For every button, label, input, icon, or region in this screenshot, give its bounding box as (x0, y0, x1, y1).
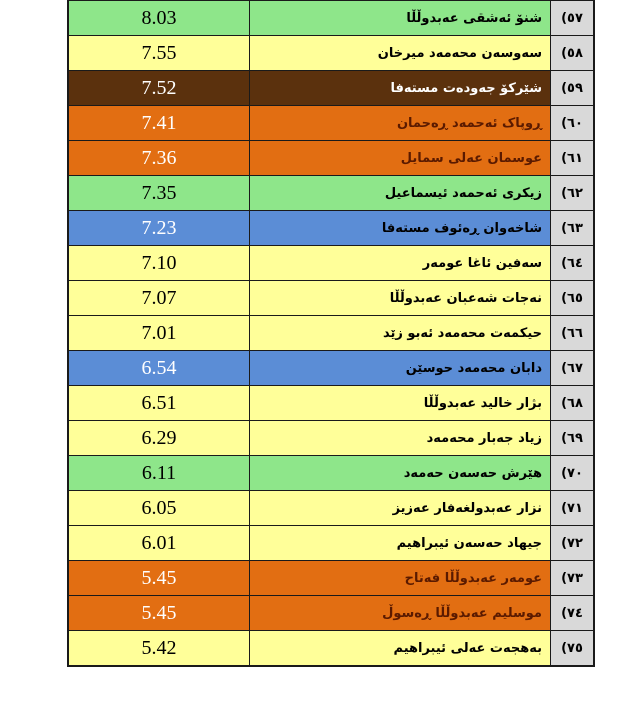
table-row (68, 561, 594, 596)
row-number-cell: ٥٨) (551, 36, 595, 71)
name-cell: عومەر عەبدوڵڵا فەتاح (250, 561, 551, 596)
score-cell: 6.54 (68, 351, 250, 386)
table-row (68, 176, 594, 211)
score-cell: 5.42 (68, 631, 250, 667)
table-row (68, 421, 594, 456)
table-row (68, 526, 594, 561)
score-cell: 6.51 (68, 386, 250, 421)
name-cell: سەوسەن محەمەد میرخان (250, 36, 551, 71)
row-number-cell: ٧٢) (551, 526, 595, 561)
row-number-cell: ٦٤) (551, 246, 595, 281)
name-cell: دابان محەمەد حوسێن (250, 351, 551, 386)
row-number-cell: ٧١) (551, 491, 595, 526)
name-cell: نزار عەبدولغەفار عەزیز (250, 491, 551, 526)
table-row (68, 211, 594, 246)
name-cell: ڕوپاک ئەحمەد ڕەحمان (250, 106, 551, 141)
score-cell: 5.45 (68, 561, 250, 596)
name-cell: شنۆ ئەشقی عەبدوڵڵا (250, 1, 551, 36)
score-cell: 7.35 (68, 176, 250, 211)
row-number-cell: ٦٠) (551, 106, 595, 141)
table-row (68, 36, 594, 71)
name-cell: نەجات شەعبان عەبدوڵڵا (250, 281, 551, 316)
table-row (68, 456, 594, 491)
row-number-cell: ٥٩) (551, 71, 595, 106)
name-cell: بژار خالید عەبدوڵڵا (250, 386, 551, 421)
name-cell: حیکمەت محەمەد ئەبو زێد (250, 316, 551, 351)
row-number-cell: ٦٩) (551, 421, 595, 456)
name-cell: بەهجەت عەلی ئیبراهیم (250, 631, 551, 667)
name-cell: سەفین ئاغا عومەر (250, 246, 551, 281)
row-number-cell: ٦٦) (551, 316, 595, 351)
score-cell: 7.41 (68, 106, 250, 141)
name-cell: جیهاد حەسەن ئیبراهیم (250, 526, 551, 561)
table-row (68, 141, 594, 176)
name-cell: شێرکۆ جەودەت مستەفا (250, 71, 551, 106)
name-cell: هێرش حەسەن حەمەد (250, 456, 551, 491)
name-cell: موسلیم عەبدوڵڵا ڕەسوڵ (250, 596, 551, 631)
name-cell: شاخەوان ڕەئوف مستەفا (250, 211, 551, 246)
score-cell: 7.01 (68, 316, 250, 351)
row-number-cell: ٥٧) (551, 1, 595, 36)
score-cell: 6.29 (68, 421, 250, 456)
row-number-cell: ٦٧) (551, 351, 595, 386)
row-number-cell: ٦٢) (551, 176, 595, 211)
table-row (68, 106, 594, 141)
score-cell: 6.01 (68, 526, 250, 561)
table-row (68, 386, 594, 421)
score-cell: 6.11 (68, 456, 250, 491)
table-row (68, 71, 594, 106)
row-number-cell: ٧٤) (551, 596, 595, 631)
table-row (68, 1, 594, 36)
row-number-cell: ٧٥) (551, 631, 595, 667)
name-cell: زیکری ئەحمەد ئیسماعیل (250, 176, 551, 211)
score-cell: 7.55 (68, 36, 250, 71)
score-cell: 7.36 (68, 141, 250, 176)
score-cell: 6.05 (68, 491, 250, 526)
table-row (68, 631, 594, 667)
row-number-cell: ٧٣) (551, 561, 595, 596)
row-number-cell: ٧٠) (551, 456, 595, 491)
name-cell: عوسمان عەلی سمایل (250, 141, 551, 176)
name-cell: زیاد جەبار محەمەد (250, 421, 551, 456)
score-cell: 7.10 (68, 246, 250, 281)
score-cell: 8.03 (68, 1, 250, 36)
row-number-cell: ٦٥) (551, 281, 595, 316)
row-number-cell: ٦٨) (551, 386, 595, 421)
results-table (67, 0, 595, 667)
table-row (68, 246, 594, 281)
table-row (68, 281, 594, 316)
row-number-cell: ٦١) (551, 141, 595, 176)
score-cell: 7.23 (68, 211, 250, 246)
table-row (68, 491, 594, 526)
row-number-cell: ٦٣) (551, 211, 595, 246)
score-cell: 7.07 (68, 281, 250, 316)
score-cell: 7.52 (68, 71, 250, 106)
table-row (68, 316, 594, 351)
results-table-body (68, 1, 594, 667)
score-cell: 5.45 (68, 596, 250, 631)
table-row (68, 351, 594, 386)
table-row (68, 596, 594, 631)
